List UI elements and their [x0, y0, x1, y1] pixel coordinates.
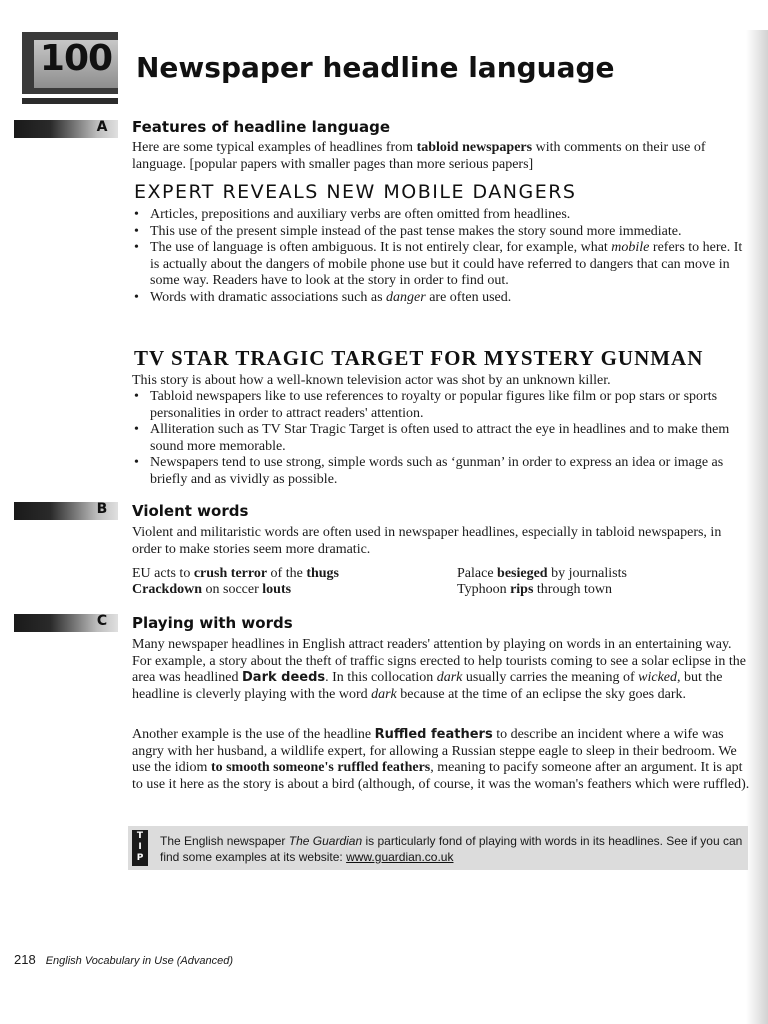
section-b-text: Violent and militaristic words are often used in newspaper headlines, especially in tabloid newspapers, in order to make stories seem more dramatic. — [132, 525, 722, 557]
headline-1-bullets — [134, 207, 750, 306]
section-a-letter: A — [96, 119, 108, 135]
list-item: • Articles, prepositions and auxiliary verbs are often omitted from headlines. — [134, 207, 750, 224]
guardian-link[interactable]: www.guardian.co.uk — [346, 850, 454, 864]
example-headline: Palace besieged by journalists — [457, 566, 627, 581]
headline-2-description: This story is about how a well-known television actor was shot by an unknown killer. — [132, 373, 611, 388]
section-a-heading: Features of headline language — [132, 118, 391, 136]
section-b-letter: B — [96, 501, 108, 517]
page-title: Newspaper headline language — [136, 51, 615, 84]
example-headline: Crackdown on soccer louts — [132, 582, 292, 597]
section-c-paragraph-2: Another example is the use of the headline Ruffled feathers to describe an incident where a wife was angry with her husband, a wildlife expert, for allowing a Russian steppe eagle to sleep in their bedroom. We use the idiom to smooth someone's ruffled feathers, meaning to pacify someone after an argument. It is apt to use it here as the story is about a bird (although, of course, it was the woman's feathers which were ruffled). — [132, 727, 750, 792]
headline-tv-star: TV STAR TRAGIC TARGET FOR MYSTERY GUNMAN — [134, 346, 704, 370]
section-c-letter: C — [96, 613, 108, 629]
list-item: • Tabloid newspapers like to use references to royalty or popular figures like film or pop stars or sports personalities in order to attract readers' attention. — [134, 389, 750, 422]
unit-number: 100 — [39, 38, 113, 79]
section-b-heading: Violent words — [132, 502, 249, 520]
section-c-heading: Playing with words — [132, 614, 293, 632]
section-c-paragraph-1: Many newspaper headlines in English attract readers' attention by playing on words in an entertaining way. For example, a story about the theft of traffic signs erected to help tourists coming to see a solar eclipse in the area was headlined Dark deeds. In this collocation dark usually carries the meaning of wicked, but the headline is cleverly playing with the word dark because at the time of an eclipse the sky goes dark. — [132, 637, 747, 702]
tip-text: The English newspaper The Guardian is particularly fond of playing with words in its headlines. See if you can find some examples at its website: www.guardian.co.uk — [160, 834, 743, 864]
page-number: 218 — [14, 952, 36, 967]
headline-expert-reveals: EXPERT REVEALS NEW MOBILE DANGERS — [134, 181, 577, 203]
example-headline: Typhoon rips through town — [457, 582, 612, 597]
list-item: • Newspapers tend to use strong, simple words such as ‘gunman’ in order to express an idea or image as briefly and as vividly as possible. — [134, 455, 750, 488]
book-title: English Vocabulary in Use (Advanced) — [45, 955, 234, 967]
section-a-intro: Here are some typical examples of headlines from tabloid newspapers with comments on their use of language. [popular papers with smaller pages than more serious papers] — [132, 140, 706, 172]
tip-label: T I P — [132, 830, 148, 866]
list-item: • Alliteration such as TV Star Tragic Target is often used to attract the eye in headlines and to make them sound more memorable. — [134, 422, 750, 455]
unit-rule — [22, 98, 118, 104]
list-item: • The use of language is often ambiguous. It is not entirely clear, for example, what mobile refers to here. It is actually about the dangers of mobile phone use but it could have referred to dangers that can move in some way. Readers have to look at the story in order to find out. — [134, 240, 750, 290]
tip-box — [128, 826, 748, 870]
headline-2-bullets — [134, 389, 750, 488]
unit-number-box — [22, 32, 118, 94]
example-headline: EU acts to crush terror of the thugs — [132, 566, 339, 581]
list-item: • This use of the present simple instead of the past tense makes the story sound more immediate. — [134, 224, 750, 241]
list-item: • Words with dramatic associations such as danger are often used. — [134, 290, 750, 307]
page-footer — [14, 952, 233, 967]
